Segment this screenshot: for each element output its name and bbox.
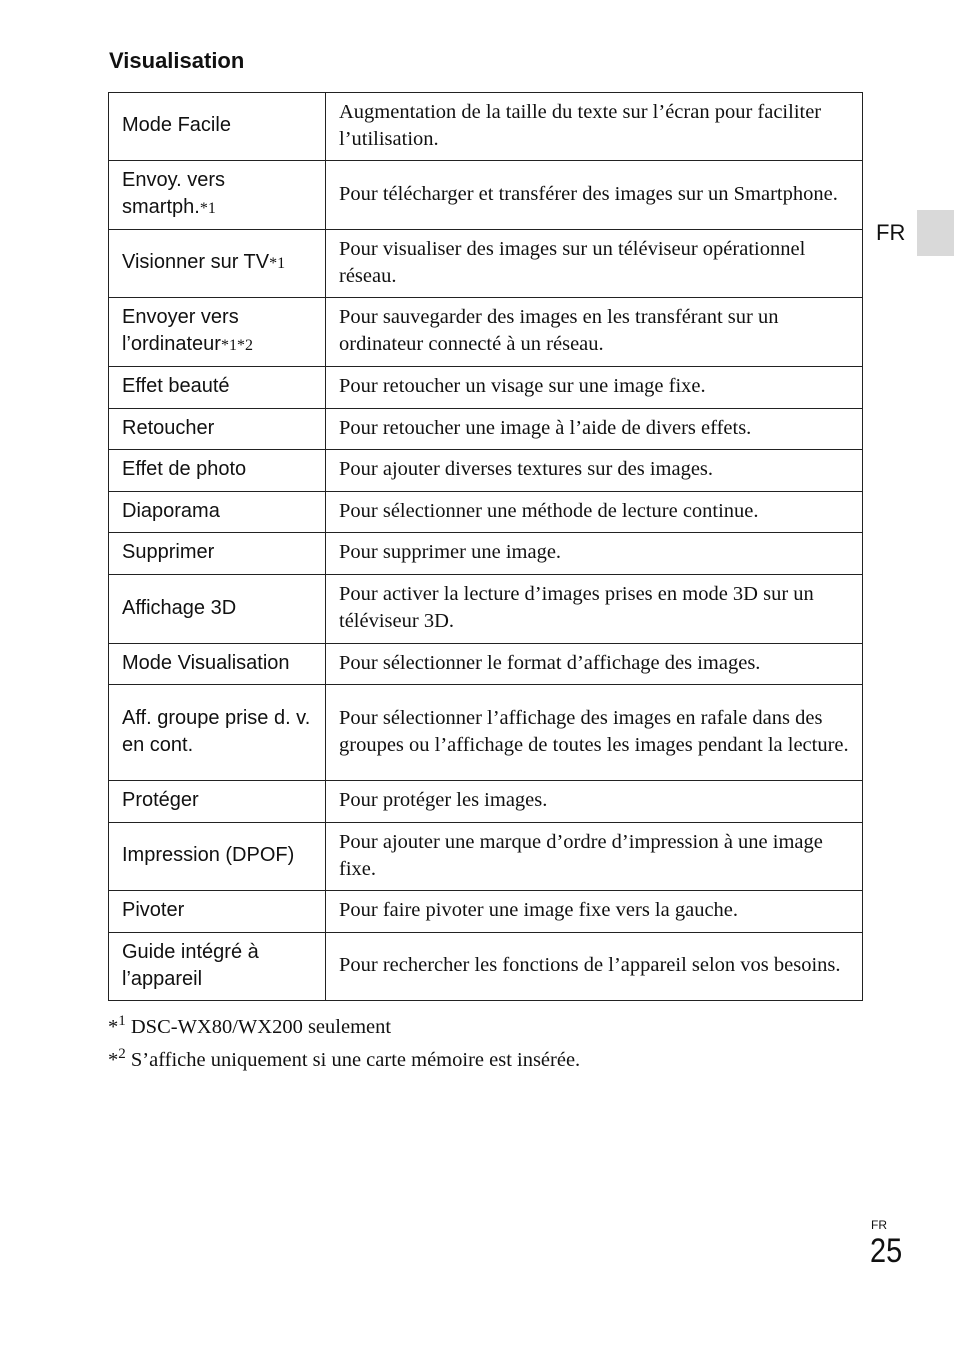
- function-name: Mode Facile: [122, 114, 231, 136]
- section-title: Visualisation: [109, 48, 245, 73]
- function-name-cell: [109, 781, 326, 823]
- table-row: [109, 161, 863, 230]
- function-name: Effet de photo: [122, 458, 247, 480]
- table-row: [109, 685, 863, 781]
- function-name-cell: [109, 533, 326, 575]
- function-name-cell: [109, 823, 326, 891]
- function-description: Pour retoucher un visage sur une image fixe.: [326, 367, 863, 409]
- function-name: Aff. groupe prise d. v. en cont.: [122, 706, 311, 756]
- table-row: [109, 492, 863, 533]
- function-description: Pour faire pivoter une image fixe vers la gauche.: [326, 891, 863, 933]
- footnote-reference: *1*2: [220, 336, 253, 354]
- footnote-2: *$^2$ S’affiche uniquement si une carte mémoire est insérée.: [108, 1045, 581, 1071]
- function-name: Retoucher: [122, 416, 215, 439]
- function-name: Guide intégré à l’appareil: [122, 940, 259, 990]
- table-row: [109, 409, 863, 450]
- function-description: Pour sauvegarder des images en les transférant sur un ordinateur connecté à un réseau.: [326, 298, 863, 367]
- table-row: [109, 891, 863, 933]
- function-description: Pour ajouter diverses textures sur des images.: [326, 450, 863, 492]
- table-row: [109, 93, 863, 161]
- language-tab-label: FR: [876, 220, 906, 245]
- function-name: Supprimer: [122, 541, 215, 563]
- function-description: Augmentation de la taille du texte sur l’écran pour faciliter l’utilisation.: [326, 93, 863, 161]
- table-row: [109, 933, 863, 1001]
- table-row: [109, 781, 863, 823]
- language-side-tab: [917, 210, 954, 256]
- table-row: [109, 450, 863, 492]
- function-name: Envoyer vers l’ordinateur: [122, 305, 239, 355]
- table-row: [109, 367, 863, 409]
- function-name-cell: [109, 450, 326, 492]
- function-description: Pour ajouter une marque d’ordre d’impression à une image fixe.: [326, 823, 863, 891]
- function-name: Diaporama: [122, 499, 220, 522]
- function-name-cell: [109, 575, 326, 644]
- function-description: Pour supprimer une image.: [326, 533, 863, 575]
- function-name: Affichage 3D: [122, 596, 237, 619]
- function-name-cell: [109, 933, 326, 1001]
- footnote-reference: *1: [269, 254, 286, 272]
- footnotes: [108, 1008, 868, 1074]
- function-name: Protéger: [122, 789, 199, 811]
- function-name-cell: [109, 492, 326, 533]
- function-name-cell: [109, 93, 326, 161]
- function-description: Pour sélectionner l’affichage des images en rafale dans des groupes ou l’affichage de toutes les images pendant la lecture.: [326, 685, 863, 781]
- function-description: Pour télécharger et transférer des images sur un Smartphone.: [326, 161, 863, 230]
- function-name-cell: [109, 367, 326, 409]
- function-description: Pour rechercher les fonctions de l’appareil selon vos besoins.: [326, 933, 863, 1001]
- table-row: [109, 823, 863, 891]
- function-name-cell: [109, 685, 326, 781]
- function-name-cell: [109, 644, 326, 685]
- function-name: Impression (DPOF): [122, 844, 295, 866]
- function-name: Pivoter: [122, 899, 185, 921]
- function-name: Effet beauté: [122, 375, 230, 397]
- function-description: Pour activer la lecture d’images prises en mode 3D sur un téléviseur 3D.: [326, 575, 863, 644]
- function-description: Pour sélectionner une méthode de lecture continue.: [326, 492, 863, 533]
- footnote-1: *$^1$ DSC-WX80/WX200 seulement: [108, 1013, 392, 1038]
- function-description: Pour protéger les images.: [326, 781, 863, 823]
- table-row: [109, 230, 863, 298]
- function-name: Mode Visualisation: [122, 651, 290, 674]
- page-number: 25: [870, 1232, 903, 1270]
- functions-table: [108, 92, 863, 1001]
- function-description: Pour retoucher une image à l’aide de divers effets.: [326, 409, 863, 450]
- footnote-reference: *1: [199, 199, 216, 217]
- table-row: [109, 575, 863, 644]
- function-name-cell: [109, 409, 326, 450]
- table-row: [109, 298, 863, 367]
- function-name-cell: [109, 298, 326, 367]
- table-row: [109, 533, 863, 575]
- function-name-cell: [109, 891, 326, 933]
- function-name: Visionner sur TV: [122, 250, 270, 273]
- function-name: Envoy. vers smartph.: [122, 168, 225, 218]
- function-description: Pour sélectionner le format d’affichage des images.: [326, 644, 863, 685]
- function-name-cell: [109, 161, 326, 230]
- function-name-cell: [109, 230, 326, 298]
- page-language: FR: [871, 1218, 887, 1232]
- table-row: [109, 644, 863, 685]
- function-description: Pour visualiser des images sur un téléviseur opérationnel réseau.: [326, 230, 863, 298]
